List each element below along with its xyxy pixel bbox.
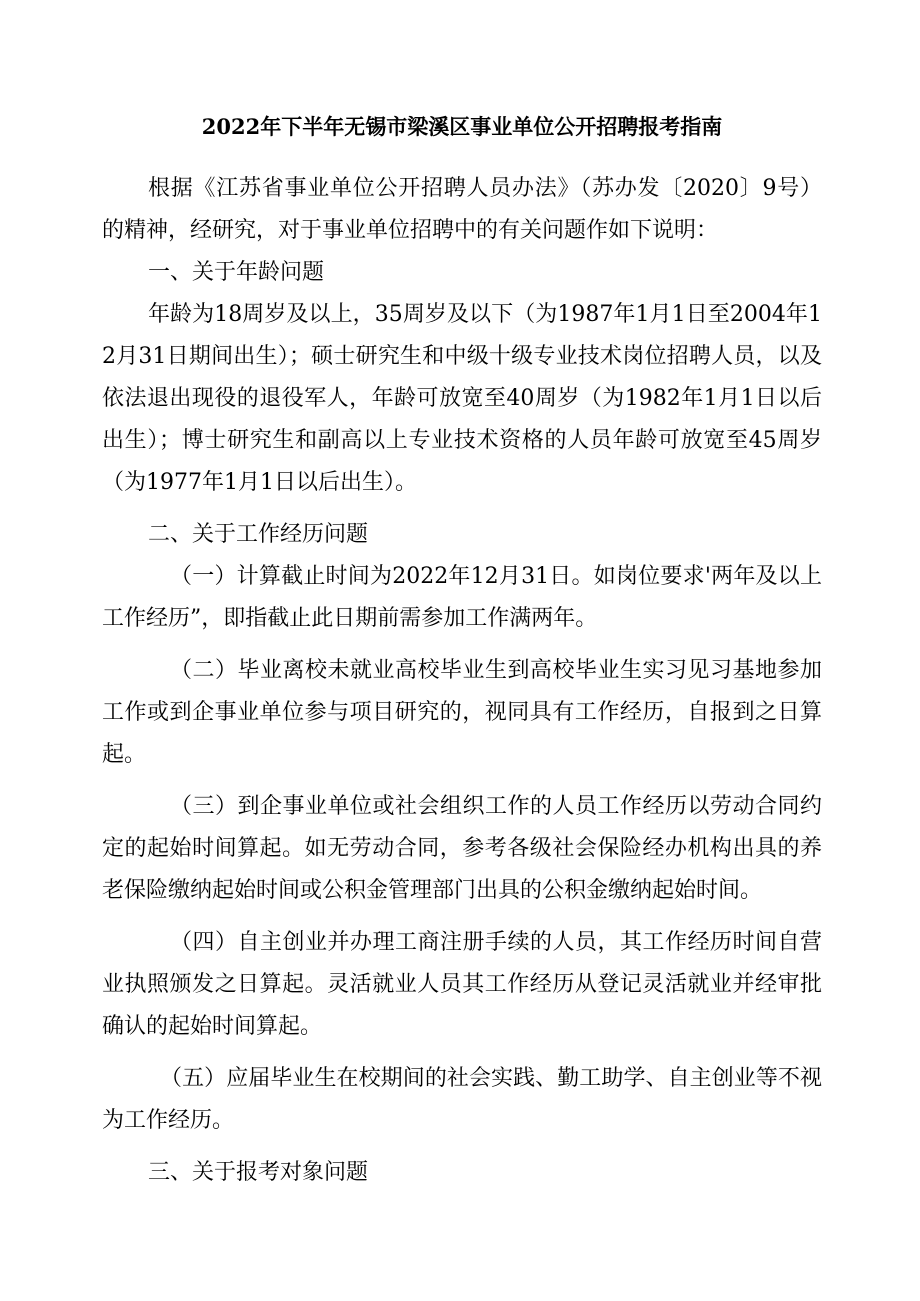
section-heading-work-experience: 二、关于工作经历问题	[148, 522, 369, 547]
work-experience-item-4: （四）自主创业并办理工商注册手续的人员，其工作经历时间自营业执照颁发之日算起。灵活就业人员其工作经历从登记灵活就业并经审批确认的起始时间算起。	[102, 930, 822, 1039]
age-paragraph: 年龄为18周岁及以上，35周岁及以下（为1987年1月1日至2004年12月31日期间出生）；硕士研究生和中级十级专业技术岗位招聘人员，以及依法退出现役的退役军人，年龄可放宽至40周岁（为1982年1月1日以后出生）；博士研究生和副高以上专业技术资格的人员年龄可放宽至45周岁（为1977年1月1日以后出生）。	[102, 302, 822, 495]
work-experience-item-5: （五）应届毕业生在校期间的社会实践、勤工助学、自主创业等不视为工作经历。	[102, 1066, 822, 1133]
section-heading-age: 一、关于年龄问题	[148, 260, 325, 285]
work-experience-item-2: （二）毕业离校未就业高校毕业生到高校毕业生实习见习基地参加工作或到企事业单位参与项目研究的，视同具有工作经历，自报到之日算起。	[102, 658, 822, 767]
work-experience-item-1: （一）计算截止时间为2022年12月31日。如岗位要求'两年及以上工作经历”，即指截止此日期前需参加工作满两年。	[102, 564, 822, 631]
document-title: 2022年下半年无锡市梁溪区事业单位公开招聘报考指南	[201, 114, 723, 139]
section-heading-applicants: 三、关于报考对象问题	[148, 1160, 369, 1185]
work-experience-item-3: （三）到企事业单位或社会组织工作的人员工作经历以劳动合同约定的起始时间算起。如无劳动合同，参考各级社会保险经办机构出具的养老保险缴纳起始时间或公积金管理部门出具的公积金缴纳起始时间。	[102, 794, 822, 903]
intro-paragraph: 根据《江苏省事业单位公开招聘人员办法》（苏办发〔2020〕9号）的精神，经研究，对于事业单位招聘中的有关问题作如下说明：	[102, 176, 822, 243]
